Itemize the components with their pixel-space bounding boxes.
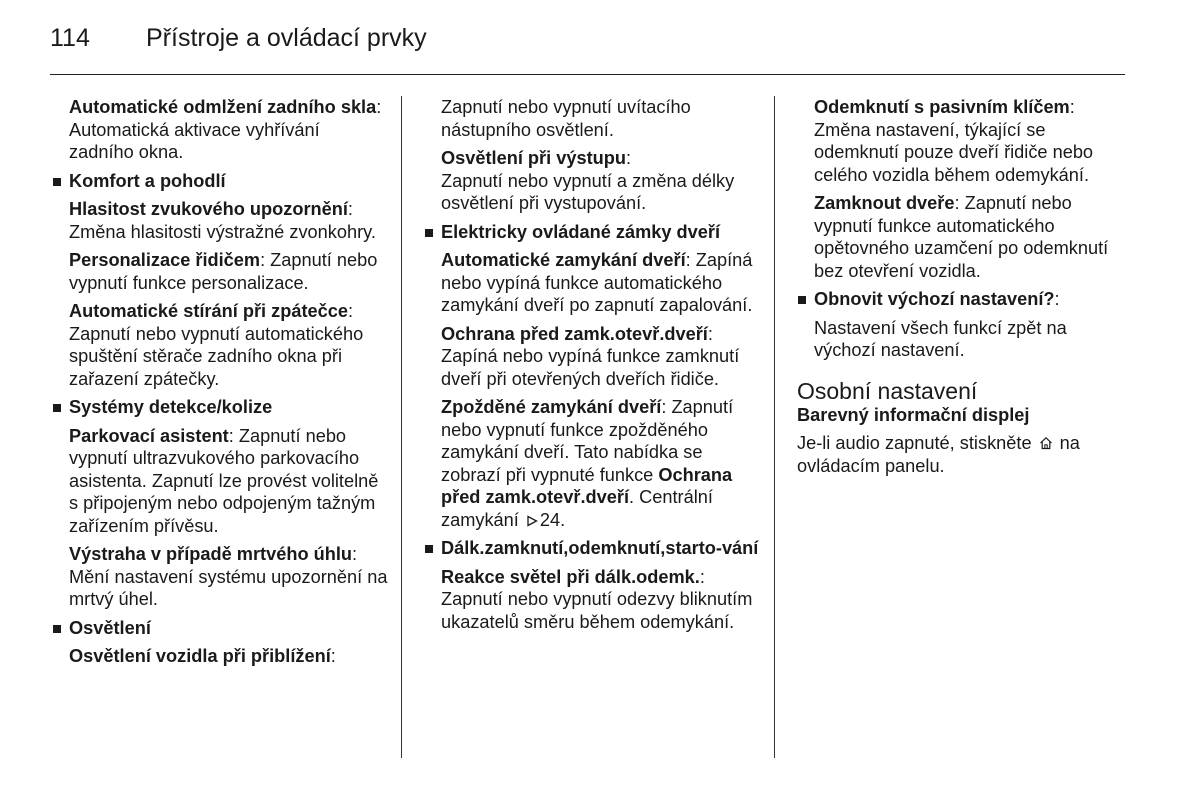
- colon: :: [1054, 289, 1060, 309]
- setting-term: Odemknutí s pasivním klíčem: [814, 97, 1070, 117]
- setting-entry: [52, 645, 388, 668]
- setting-term: Automatické zamykání dveří: [441, 250, 686, 270]
- column-divider: [401, 96, 402, 758]
- setting-term: Parkovací asistent: [69, 425, 229, 446]
- page-reference-arrow-icon: [526, 515, 538, 527]
- setting-entry: [52, 543, 388, 611]
- page-header: [50, 24, 1125, 74]
- column-3: [797, 96, 1133, 483]
- setting-entry: [424, 96, 760, 141]
- paragraph-text: na ovládacím panelu.: [797, 433, 1080, 476]
- setting-term: Výstraha v případě mrtvého úhlu: [69, 544, 352, 564]
- setting-description: Zapnutí nebo vypnutí a změna délky osvětlení při vystupování.: [441, 170, 735, 213]
- setting-description: : Mění nastavení systému upozornění na mrtvý úhel.: [69, 544, 388, 609]
- section-bullet: Osvětlení: [52, 617, 388, 640]
- setting-description: Nastavení všech funkcí zpět na výchozí nastavení.: [814, 317, 1067, 360]
- page-number: 114: [50, 24, 90, 52]
- setting-entry: [424, 147, 760, 215]
- setting-description: Zapnutí nebo vypnutí odezvy bliknutím ukazatelů směru během odemykání.: [441, 589, 753, 632]
- colon: :: [625, 148, 632, 168]
- section-bullet: Systémy detekce/kolize: [52, 396, 388, 419]
- setting-entry: [424, 323, 760, 391]
- setting-entry: [424, 396, 760, 531]
- colon: :: [699, 566, 705, 587]
- header-rule: [50, 74, 1125, 75]
- setting-entry: [797, 192, 1133, 282]
- setting-term: Automatické odmlžení zadního skla: [69, 97, 377, 117]
- setting-term-reference: Ochrana před zamk.otevř.dveří: [441, 464, 733, 507]
- home-icon: [1039, 436, 1053, 450]
- section-bullet: Elektricky ovládané zámky dveří: [424, 221, 760, 244]
- section-bullet: [797, 288, 1133, 311]
- setting-entry: [424, 566, 760, 634]
- setting-description: : Změna hlasitosti výstražné zvonkohry.: [69, 199, 376, 242]
- setting-term: Zamknout dveře: [814, 193, 955, 213]
- column-2: [424, 96, 760, 639]
- column-1: [52, 96, 388, 674]
- section-bullet: Dálk.zamknutí,odemknutí,starto-vání: [424, 537, 760, 560]
- setting-term: Ochrana před zamk.otevř.dveří: [441, 323, 708, 344]
- colon: :: [347, 301, 354, 321]
- setting-term: Osvětlení vozidla při přiblížení: [69, 646, 331, 666]
- setting-description: Zapnutí nebo vypnutí uvítacího nástupního osvětlení.: [441, 97, 691, 140]
- setting-description: : Zapíná nebo vypíná funkce automatického zamykání dveří po zapnutí zapalování.: [441, 250, 753, 315]
- setting-description: : Zapnutí nebo vypnutí funkce personalizace.: [69, 250, 378, 293]
- setting-term: Hlasitost zvukového upozornění: [69, 199, 348, 219]
- section-heading: Osobní nastavení: [797, 377, 978, 404]
- setting-entry: [797, 317, 1133, 362]
- setting-entry: [52, 249, 388, 294]
- column-divider: [774, 96, 775, 758]
- paragraph: [797, 432, 1133, 477]
- setting-description: : Zapnutí nebo vypnutí ultrazvukového parkovacího asistenta. Zapnutí lze provést volitelně s připojeným nebo odpojeným tažným zařízením přívěsu.: [69, 425, 379, 536]
- setting-entry: [797, 96, 1133, 186]
- page-reference[interactable]: 24.: [539, 509, 566, 530]
- setting-entry: [52, 96, 388, 164]
- section-subheading: Barevný informační displej: [797, 404, 1030, 425]
- setting-entry: [52, 300, 388, 390]
- colon: :: [330, 646, 336, 666]
- section-bullet-label: Obnovit výchozí nastavení?: [814, 289, 1055, 309]
- setting-term: Personalizace řidičem: [69, 250, 261, 270]
- setting-entry: [52, 198, 388, 243]
- setting-entry: [424, 249, 760, 317]
- setting-description: . Centrální zamykání: [441, 487, 713, 530]
- setting-term: Zpožděné zamykání dveří: [441, 397, 662, 417]
- setting-term: Reakce světel při dálk.odemk.: [441, 566, 700, 587]
- setting-term: Automatické stírání při zpátečce: [69, 301, 348, 321]
- page-title: Přístroje a ovládací prvky: [146, 24, 427, 52]
- setting-entry: [52, 425, 388, 538]
- setting-description: : Změna nastavení, týkající se odemknutí pouze dveří řidiče nebo celého vozidla během odemykání.: [814, 97, 1094, 185]
- setting-description: : Zapíná nebo vypíná funkce zamknutí dveří při otevřených dveřích řidiče.: [441, 323, 740, 389]
- setting-description: : Zapnutí nebo vypnutí funkce automatického opětovného uzamčení po odemknutí bez otevření vozidla.: [814, 193, 1109, 281]
- section-bullet: Komfort a pohodlí: [52, 170, 388, 193]
- setting-term: Osvětlení při výstupu: [441, 148, 626, 168]
- setting-description: Zapnutí nebo vypnutí automatického spuštění stěrače zadního okna při zařazení zpátečky.: [69, 323, 364, 389]
- paragraph-text: Je-li audio zapnuté, stiskněte: [797, 433, 1037, 453]
- setting-description: : Automatická aktivace vyhřívání zadního okna.: [69, 97, 382, 162]
- setting-description: : Zapnutí nebo vypnutí funkce zpožděného zamykání dveří. Tato nabídka se zobrazí při vypnuté funkce: [441, 397, 734, 485]
